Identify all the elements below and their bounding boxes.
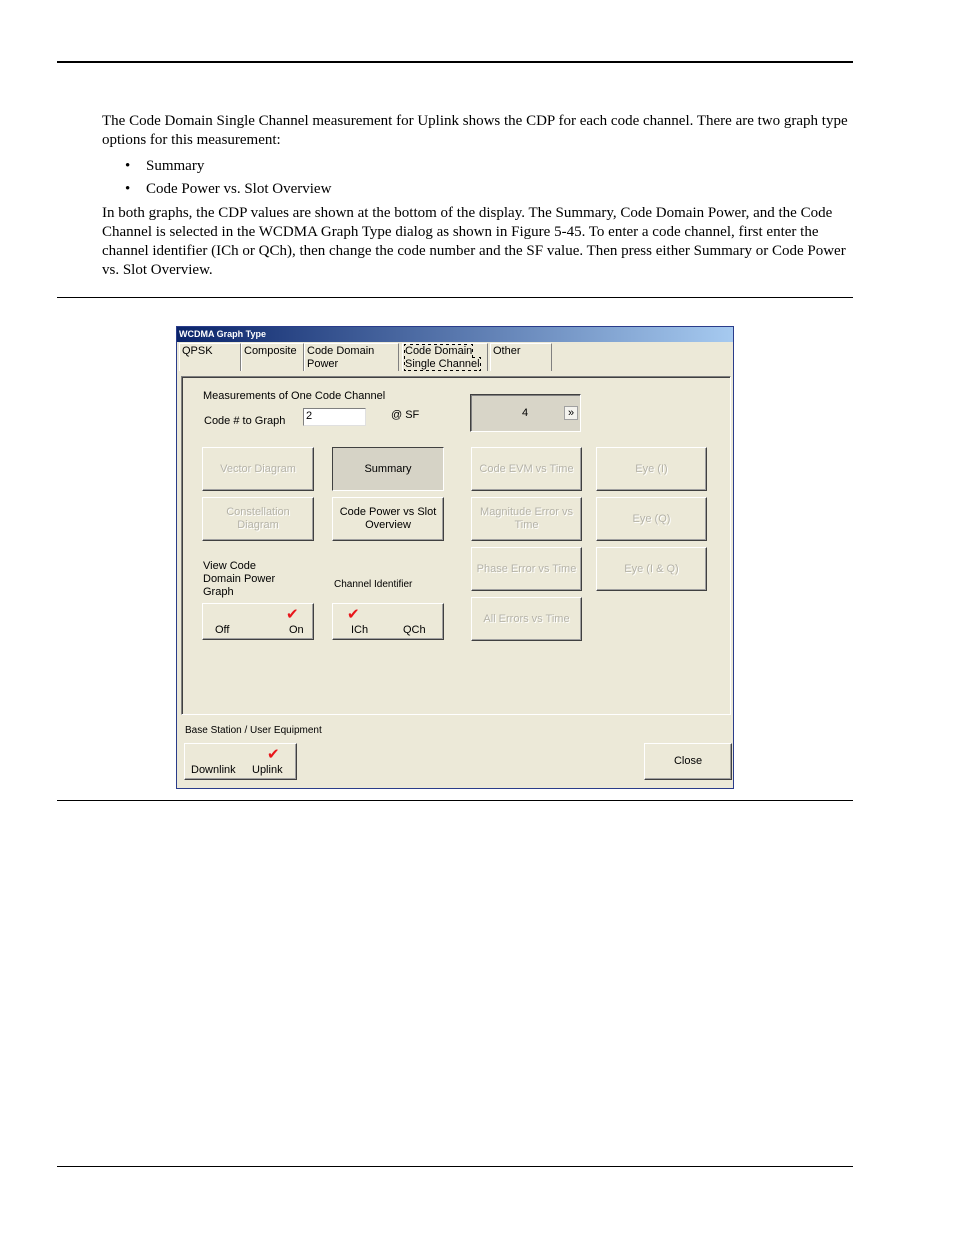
vector-diagram-button[interactable]: Vector Diagram: [202, 447, 314, 491]
all-errors-button[interactable]: All Errors vs Time: [471, 597, 582, 641]
qch-option[interactable]: QCh: [403, 624, 426, 636]
top-rule: [57, 61, 853, 63]
figure-top-rule: [57, 297, 853, 298]
figure-bottom-rule: [57, 800, 853, 801]
code-number-input[interactable]: 2: [303, 408, 366, 426]
constellation-diagram-button[interactable]: Constellation Diagram: [202, 497, 314, 541]
section-label: Measurements of One Code Channel: [203, 390, 386, 402]
tab-code-domain-single-channel[interactable]: Code Domain Single Channel: [402, 343, 488, 371]
sf-label: @ SF: [391, 409, 420, 421]
ich-check-icon: ✔: [347, 606, 360, 623]
cdp-graph-label: View Code Domain Power Graph: [203, 560, 276, 598]
downlink-option[interactable]: Downlink: [191, 764, 236, 776]
close-button[interactable]: Close: [644, 743, 732, 780]
ich-option[interactable]: ICh: [351, 624, 369, 636]
eye-q-button[interactable]: Eye (Q): [596, 497, 707, 541]
code-power-vs-slot-button[interactable]: Code Power vs Slot Overview: [332, 497, 444, 541]
sf-selector[interactable]: [470, 394, 581, 432]
uplink-check-icon: ✔: [267, 746, 280, 763]
summary-button[interactable]: Summary: [332, 447, 444, 491]
eye-iq-button[interactable]: Eye (I & Q): [596, 547, 707, 591]
tab-composite[interactable]: Composite: [241, 343, 304, 371]
uplink-option[interactable]: Uplink: [252, 764, 283, 776]
wcdma-graph-type-dialog: [176, 326, 734, 789]
tab-other[interactable]: Other: [490, 343, 552, 371]
channel-identifier-label: Channel Identifier: [334, 579, 413, 590]
tab-panel: [181, 376, 731, 715]
code-evm-vs-time-button[interactable]: Code EVM vs Time: [471, 447, 582, 491]
footer-rule: [57, 1166, 853, 1167]
cdp-on-option[interactable]: On: [289, 624, 304, 636]
tab-code-domain-power[interactable]: Code Domain Power: [304, 343, 399, 371]
channel-identifier-toggle[interactable]: [332, 603, 444, 640]
dialog-title: WCDMA Graph Type: [177, 327, 733, 342]
cdp-on-check-icon: ✔: [286, 606, 299, 623]
cdp-off-option[interactable]: Off: [215, 624, 230, 636]
tab-qpsk[interactable]: QPSK: [179, 343, 241, 371]
phase-error-button[interactable]: Phase Error vs Time: [471, 547, 582, 591]
bs-ue-label: Base Station / User Equipment: [185, 725, 322, 736]
sf-next-icon[interactable]: »: [564, 406, 578, 420]
link-direction-toggle[interactable]: [184, 743, 297, 780]
cdp-graph-toggle[interactable]: [202, 603, 314, 640]
code-number-label: Code # to Graph: [204, 415, 286, 427]
intro-paragraph: The Code Domain Single Channel measurement for Uplink shows the CDP for each code channel. There are two graph type options for this measurement:: [102, 113, 848, 148]
magnitude-error-button[interactable]: Magnitude Error vs Time: [471, 497, 582, 541]
sf-value: 4: [522, 407, 529, 419]
eye-i-button[interactable]: Eye (I): [596, 447, 707, 491]
detail-paragraph: In both graphs, the CDP values are shown at the bottom of the display. The Summary, Code Domain Power, and the Code Channel is selected in the WCDMA Graph Type dialog as shown in Figure 5-45. To enter a code channel, first enter the channel identifier (ICh or QCh), then change the code number and the SF value. Then press either Summary or Code Power vs. Slot Overview.: [102, 205, 846, 278]
